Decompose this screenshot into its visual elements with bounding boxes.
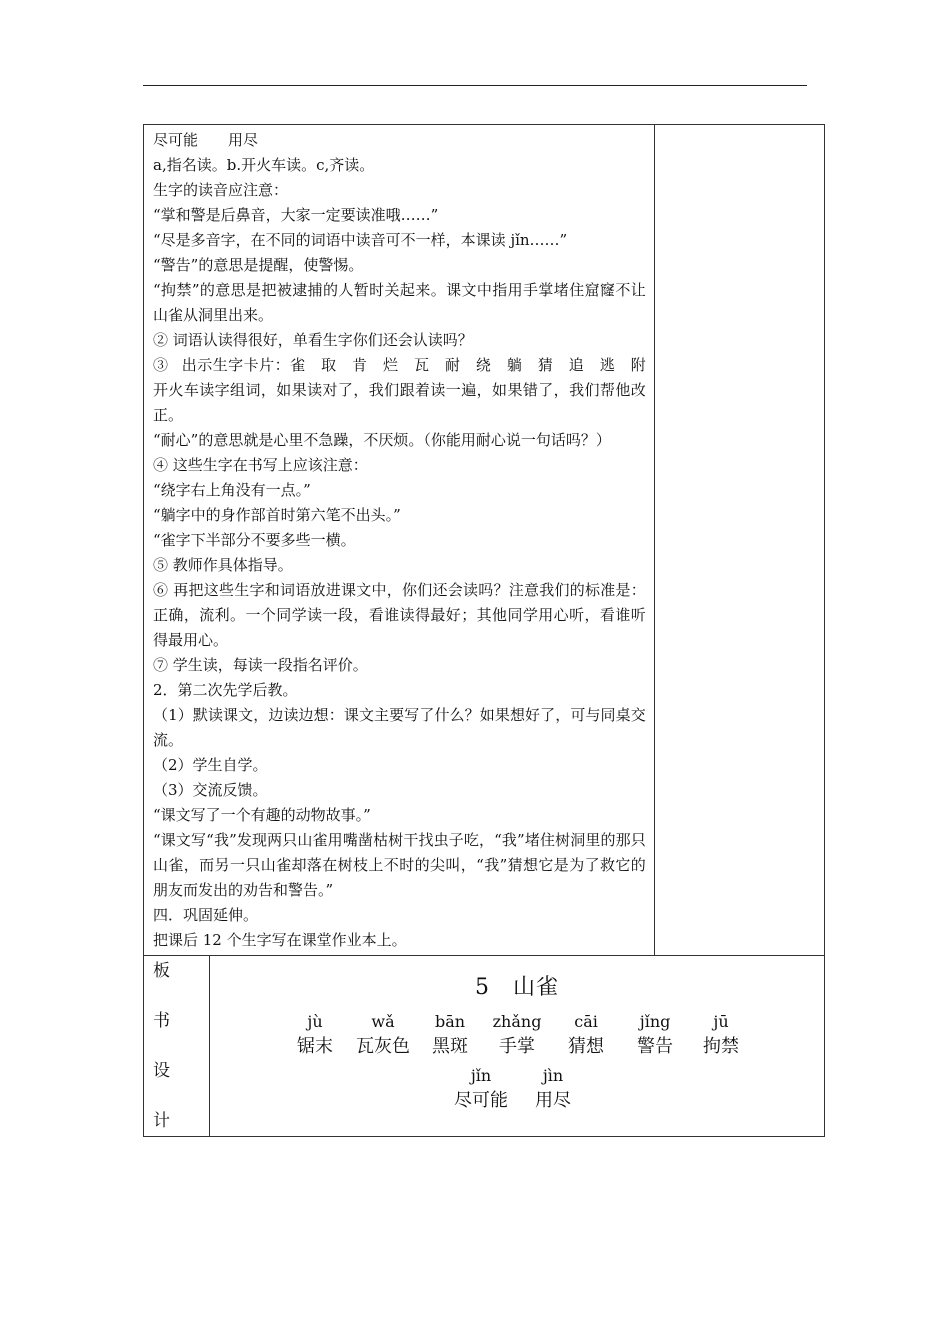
text-line: 尽可能 用尽 bbox=[153, 131, 259, 149]
text-line: ③ 出示生字卡片：雀 取 肯 烂 瓦 耐 绕 躺 猜 追 逃 附 bbox=[153, 356, 646, 374]
text-line: a,指名读。b.开火车读。c,齐读。 bbox=[153, 156, 375, 174]
pinyin-row bbox=[210, 1010, 824, 1034]
text-line: 四．巩固延伸。 bbox=[153, 906, 259, 924]
pinyin: jìn bbox=[542, 1066, 564, 1085]
board-label-char: 计 bbox=[153, 1111, 170, 1131]
board-label-char: 书 bbox=[153, 1011, 170, 1031]
text-line: ⑦ 学生读，每读一段指名评价。 bbox=[153, 656, 368, 674]
text-line: 把课后 12 个生字写在课堂作业本上。 bbox=[153, 931, 407, 949]
text-line: （3）交流反馈。 bbox=[153, 781, 268, 799]
text-line: ④ 这些生字在书写上应该注意： bbox=[153, 456, 368, 474]
text-line: 开火车读字组词，如果读对了，我们跟着读一遍，如果错了，我们帮他改正。 bbox=[153, 381, 646, 424]
word: 警告 bbox=[637, 1036, 674, 1057]
text-line: “耐心”的意思就是心里不急躁，不厌烦。（你能用耐心说一句话吗？） bbox=[153, 431, 611, 449]
board-row bbox=[144, 956, 825, 1137]
pinyin: cāi bbox=[574, 1012, 598, 1031]
text-line: “绕字右上角没有一点。” bbox=[153, 481, 311, 499]
text-line: ⑥ 再把这些生字和词语放进课文中，你们还会读吗？注意我们的标准是：正确，流利。一个同学读一段，看谁读得最好；其他同学用心听，看谁听得最用心。 bbox=[153, 581, 646, 649]
board-design-label bbox=[144, 956, 210, 1137]
text-line: “警告”的意思是提醒，使警惕。 bbox=[153, 256, 364, 274]
pinyin: bān bbox=[435, 1012, 466, 1031]
text-line: “尽是多音字，在不同的词语中读音可不一样，本课读 jǐn……” bbox=[153, 231, 568, 249]
text-line: ② 词语认读得很好，单看生字你们还会认读吗？ bbox=[153, 331, 473, 349]
text-line: ⑤ 教师作具体指导。 bbox=[153, 556, 293, 574]
word: 手掌 bbox=[499, 1036, 536, 1057]
process-row bbox=[144, 125, 825, 956]
pinyin: jū bbox=[713, 1012, 729, 1031]
pinyin: jù bbox=[307, 1012, 323, 1031]
pinyin: zhǎng bbox=[492, 1012, 542, 1031]
teaching-process-cell bbox=[144, 125, 655, 956]
text-line: “拘禁”的意思是把被逮捕的人暂时关起来。课文中指用手掌堵住窟窿不让山雀从洞里出来。 bbox=[153, 281, 646, 324]
word: 黑斑 bbox=[432, 1036, 469, 1057]
word: 拘禁 bbox=[703, 1036, 740, 1057]
text-line: “躺字中的身作部首时第六笔不出头。” bbox=[153, 506, 401, 524]
word: 用尽 bbox=[535, 1090, 572, 1111]
word: 尽可能 bbox=[454, 1090, 509, 1111]
word-row bbox=[210, 1034, 824, 1060]
text-line: “课文写了一个有趣的动物故事。” bbox=[153, 806, 371, 824]
text-line: “雀字下半部分不要多些一横。 bbox=[153, 531, 356, 549]
text-line: 2．第二次先学后教。 bbox=[153, 681, 298, 699]
text-line: （2）学生自学。 bbox=[153, 756, 268, 774]
text-line: （1）默读课文，边读边想：课文主要写了什么？如果想好了，可与同桌交流。 bbox=[153, 706, 646, 749]
pinyin: jǐn bbox=[470, 1066, 492, 1085]
pinyin: jǐng bbox=[639, 1012, 671, 1031]
word: 瓦灰色 bbox=[356, 1036, 411, 1057]
lesson-table bbox=[143, 124, 825, 1137]
board-design-content bbox=[210, 956, 825, 1137]
lesson-plan-sheet bbox=[143, 124, 825, 1137]
pinyin: wǎ bbox=[371, 1012, 395, 1031]
word: 锯末 bbox=[297, 1036, 334, 1057]
notes-cell bbox=[654, 125, 824, 956]
board-title: 5 山雀 bbox=[475, 975, 560, 1000]
header-rule bbox=[143, 85, 807, 86]
word: 猜想 bbox=[568, 1036, 605, 1057]
board-label-char: 设 bbox=[153, 1061, 170, 1081]
text-line: “课文写“我”发现两只山雀用嘴凿枯树干找虫子吃，“我”堵住树洞里的那只山雀，而另一只山雀却落在树枝上不时的尖叫，“我”猜想它是为了救它的朋友而发出的劝告和警告。” bbox=[153, 831, 646, 899]
text-line: 生字的读音应注意： bbox=[153, 181, 289, 199]
word-row bbox=[210, 1088, 824, 1114]
pinyin-row bbox=[210, 1064, 824, 1088]
board-label-char: 板 bbox=[153, 961, 170, 981]
text-line: “掌和警是后鼻音，大家一定要读准哦……” bbox=[153, 206, 439, 224]
